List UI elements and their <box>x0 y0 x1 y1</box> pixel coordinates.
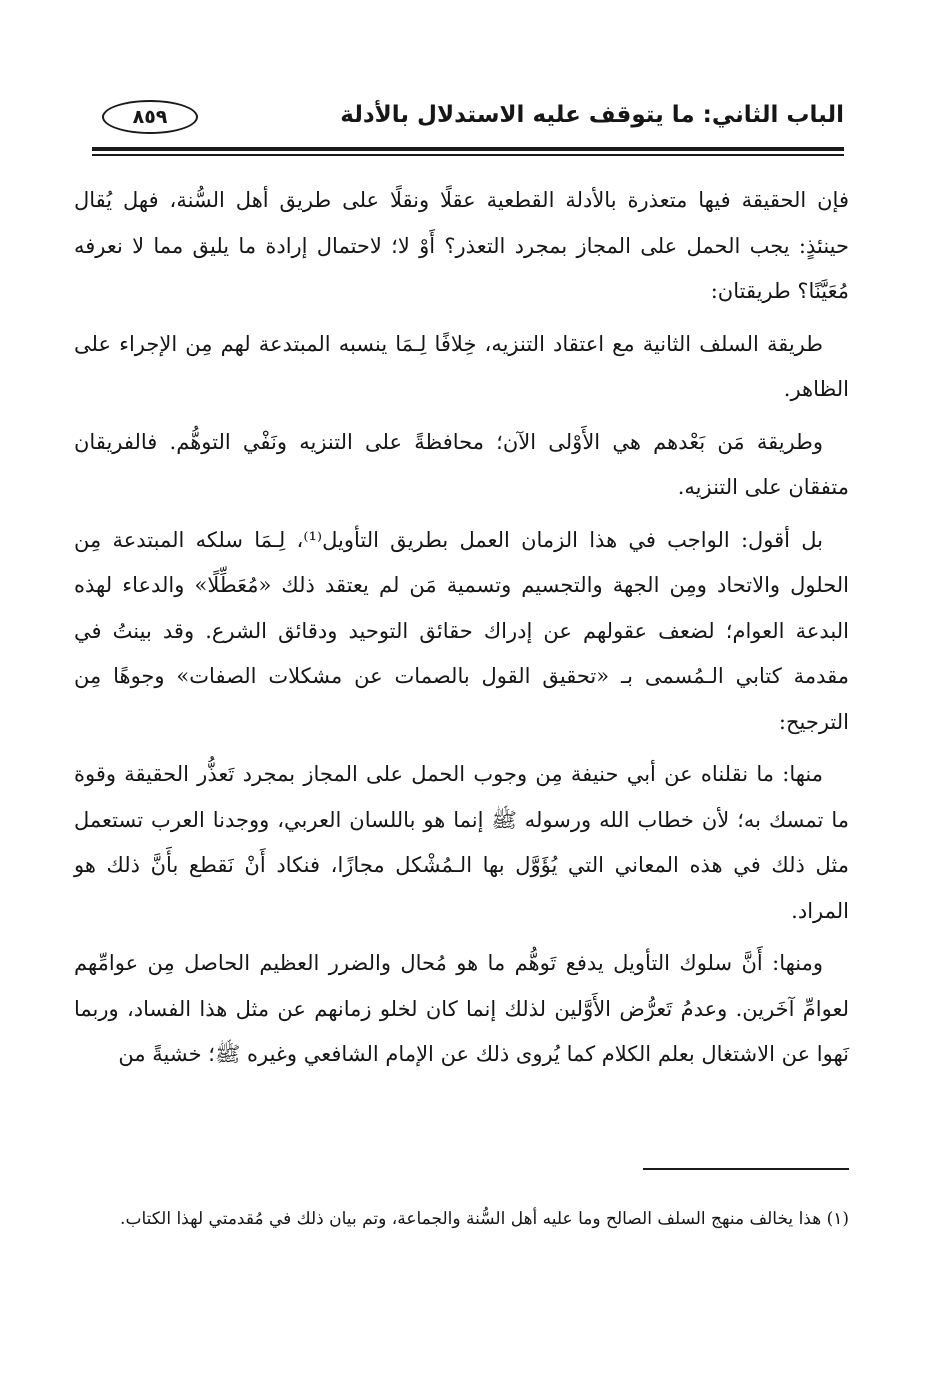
footnote: (١) هذا يخالف منهج السلف الصالح وما عليه أهل السُّنة والجماعة، وتم بيان ذلك في مُقدمتي لهذا الكتاب. <box>120 1209 849 1229</box>
running-title: الباب الثاني: ما يتوقف عليه الاستدلال بالأدلة <box>340 102 844 128</box>
paragraph: منها: ما نقلناه عن أبي حنيفة مِن وجوب الحمل على المجاز بمجرد تَعذُّر الحقيقة وقوة ما تمسك به؛ لأن خطاب الله ورسوله ﷺ إنما هو باللسان العربي، ووجدنا العرب تستعمل مثل ذلك في هذه المعاني التي يُؤَوَّل بها الـمُشْكل مجازًا، فنكاد أَنْ نَقطع بأَنَّ ذلك هو المراد. <box>74 762 849 923</box>
page-header <box>92 92 844 142</box>
main-text <box>74 178 849 1085</box>
paragraph: ومنها: أَنَّ سلوك التأويل يدفع تَوهُّم ما هو مُحال والضرر العظيم الحاصل مِن عوامِّهم لعوامِّ آخَرين. وعدمُ تَعرُّض الأَوَّلين لذلك إنما كان لخلو زمانهم عن مثل هذا الفساد، وربما نَهوا عن الاشتغال بعلم الكلام كما يُروى ذلك عن الإمام الشافعي وغيره ﷺ؛ خشيةً من <box>74 951 849 1066</box>
footnote-separator <box>643 1168 849 1170</box>
paragraph: فإن الحقيقة فيها متعذرة بالأدلة القطعية عقلًا ونقلًا على طريق أهل السُّنة، فهل يُقال حينئذٍ: يجب الحمل على المجاز بمجرد التعذر؟ أَوْ لا؛ لاحتمال إرادة ما يليق مما لا نعرفه مُعَيَّنًا؟ طريقتان: <box>74 188 849 303</box>
header-rule-thick <box>92 147 844 151</box>
paragraph: بل أقول: الواجب في هذا الزمان العمل بطريق التأويل⁽¹⁾، لِـمَا سلكه المبتدعة مِن الحلول والاتحاد ومِن الجهة والتجسيم وتسمية مَن لم يعتقد ذلك «مُعَطِّلًا» والدعاء لهذه البدعة العوام؛ لضعف عقولهم عن إدراك حقائق التوحيد ودقائق الشرع. وقد بينتُ في مقدمة كتابي الـمُسمى بـ «تحقيق القول بالصمات عن مشكلات الصفات» وجوهًا مِن الترجيح: <box>74 527 849 734</box>
header-rule-thin <box>92 154 844 156</box>
paragraph: طريقة السلف الثانية مع اعتقاد التنزيه، خِلافًا لِـمَا ينسبه المبتدعة لهم مِن الإجراء على الظاهر. <box>74 331 849 401</box>
paragraph: وطريقة مَن بَعْدهم هي الأَوْلى الآن؛ محافظةً على التنزيه ونَفْي التوهُّم. فالفريقان متفقان على التنزيه. <box>74 429 849 499</box>
page-number: ٨٥٩ <box>132 106 168 128</box>
page-number-frame <box>102 100 198 134</box>
